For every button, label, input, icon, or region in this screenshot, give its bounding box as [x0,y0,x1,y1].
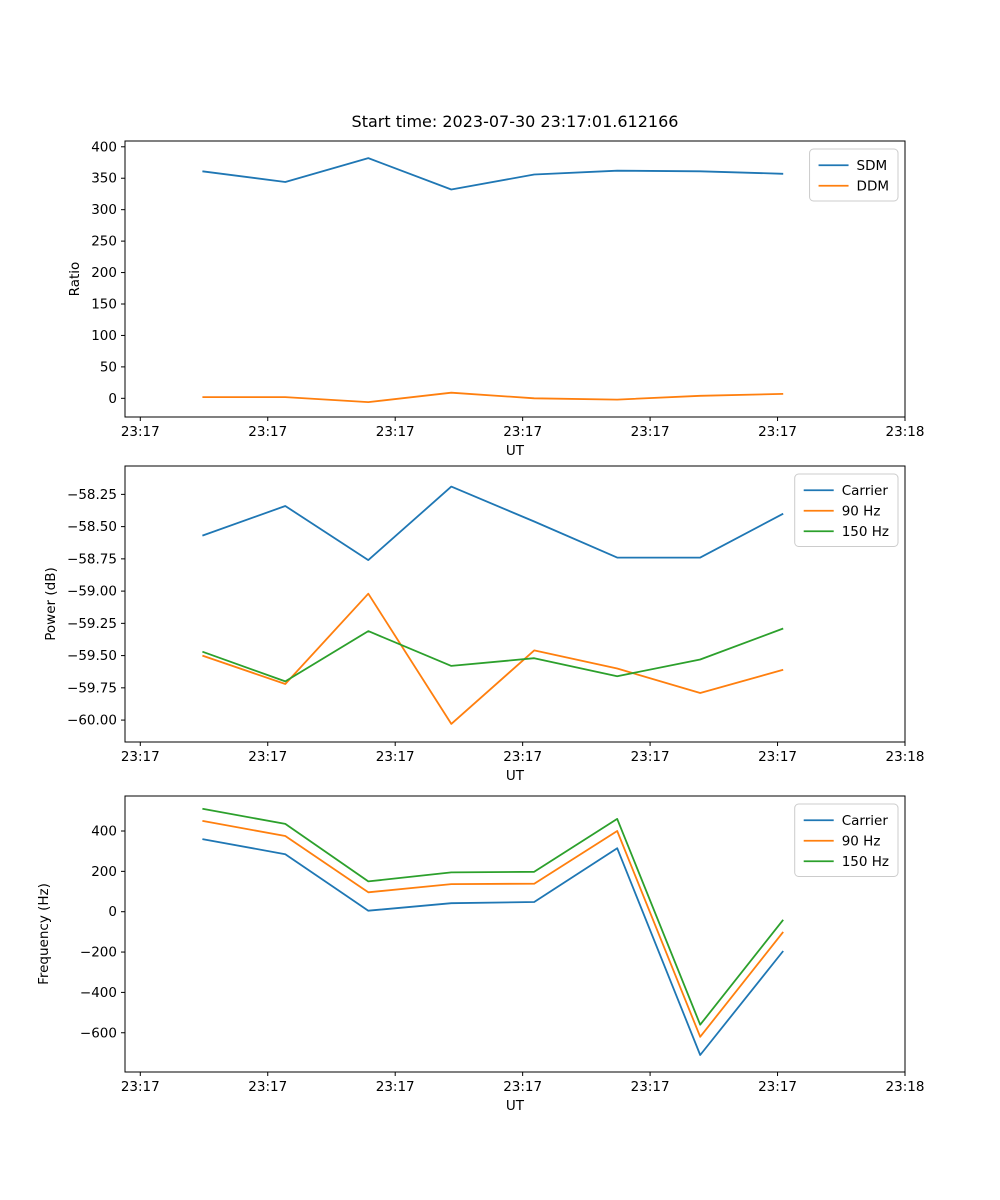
legend-label: Carrier [841,813,888,830]
series-line-ddm [202,393,783,402]
y-tick-label: 0 [108,904,117,921]
x-tick-label: 23:17 [758,1079,798,1095]
y-tick-label: 400 [91,139,117,156]
y-tick-label: −58.75 [67,551,117,568]
series-line-90-hz [202,594,783,724]
y-tick-label: −58.25 [67,486,117,503]
legend-label: 90 Hz [841,503,881,520]
legend [795,804,898,877]
x-tick-label: 23:17 [758,749,798,765]
x-tick-label: 23:17 [248,1079,288,1095]
y-tick-label: 200 [91,863,117,880]
series-line-sdm [202,158,783,189]
y-tick-label: −58.50 [67,519,117,536]
y-tick-label: −600 [79,1025,117,1042]
series-line-150-hz [202,809,783,1025]
x-tick-label: 23:17 [248,424,288,440]
x-tick-label: 23:17 [120,1079,160,1095]
legend-label: 150 Hz [841,854,889,871]
x-tick-label: 23:17 [630,424,670,440]
series-line-150-hz [202,629,783,682]
y-tick-label: 350 [91,170,117,187]
y-tick-label: 250 [91,233,117,250]
y-tick-label: −59.75 [67,680,117,697]
y-tick-label: −59.25 [67,615,117,632]
y-tick-label: 200 [91,265,117,282]
y-axis-label: Frequency (Hz) [36,883,52,985]
x-tick-label: 23:17 [375,749,415,765]
legend-label: DDM [856,178,889,195]
y-tick-label: 0 [108,390,117,407]
x-tick-label: 23:17 [758,424,798,440]
legend-label: SDM [856,158,888,175]
series-line-carrier [202,487,783,560]
figure-title: Start time: 2023-07-30 23:17:01.612166 [351,112,679,131]
x-tick-label: 23:17 [248,749,288,765]
x-tick-label: 23:18 [885,1079,925,1095]
y-axis-label: Power (dB) [43,567,59,641]
legend [795,474,898,547]
ratio-plot [67,139,924,459]
y-tick-label: −59.00 [67,583,117,600]
x-axis-label: UT [505,443,525,459]
axes-spines [125,466,905,742]
axes-spines [125,796,905,1072]
legend-label: Carrier [841,483,888,500]
y-axis-label: Ratio [67,261,83,297]
y-tick-label: 400 [91,823,117,840]
legend [810,149,898,201]
x-tick-label: 23:17 [503,424,543,440]
y-tick-label: 300 [91,202,117,219]
power-plot [43,466,924,784]
y-tick-label: −59.50 [67,648,117,665]
y-tick-label: −200 [79,944,117,961]
x-tick-label: 23:17 [120,424,160,440]
y-tick-label: −60.00 [67,712,117,729]
x-tick-label: 23:17 [120,749,160,765]
series-line-90-hz [202,821,783,1037]
x-tick-label: 23:17 [630,1079,670,1095]
x-tick-label: 23:17 [630,749,670,765]
legend-label: 150 Hz [841,524,889,541]
y-tick-label: 150 [91,296,117,313]
x-tick-label: 23:17 [375,424,415,440]
y-tick-label: 50 [99,359,117,376]
frequency-plot [36,796,924,1114]
x-tick-label: 23:17 [503,749,543,765]
x-axis-label: UT [505,1098,525,1114]
y-tick-label: −400 [79,984,117,1001]
x-tick-label: 23:17 [503,1079,543,1095]
x-axis-label: UT [505,768,525,784]
legend-label: 90 Hz [841,833,881,850]
x-tick-label: 23:18 [885,749,925,765]
x-tick-label: 23:18 [885,424,925,440]
x-tick-label: 23:17 [375,1079,415,1095]
axes-spines [125,141,905,417]
y-tick-label: 100 [91,327,117,344]
